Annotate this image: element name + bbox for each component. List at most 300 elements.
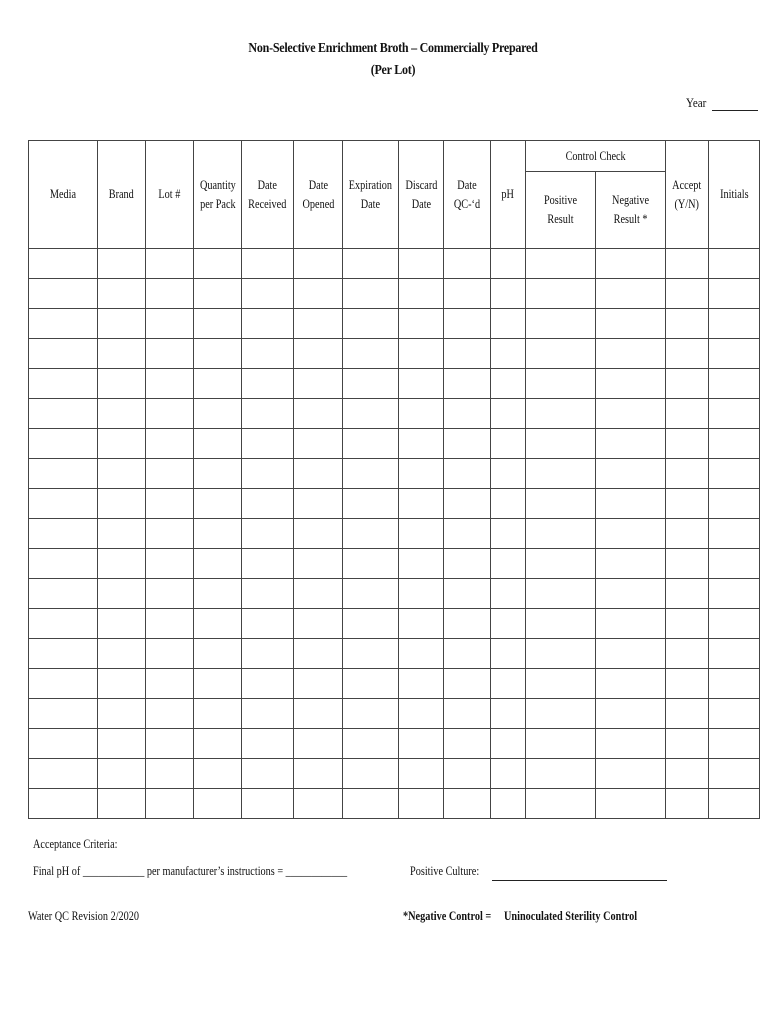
table-cell[interactable] [666,519,709,549]
table-cell[interactable] [29,789,98,819]
table-cell[interactable] [343,699,399,729]
table-cell[interactable] [709,339,760,369]
table-cell[interactable] [666,759,709,789]
table-cell[interactable] [399,459,444,489]
table-cell[interactable] [526,429,596,459]
table-cell[interactable] [709,609,760,639]
table-cell[interactable] [596,609,666,639]
table-cell[interactable] [666,279,709,309]
table-cell[interactable] [491,249,526,279]
table-cell[interactable] [666,609,709,639]
table-cell[interactable] [343,519,399,549]
table-cell[interactable] [294,489,343,519]
table-cell[interactable] [444,609,491,639]
table-cell[interactable] [666,789,709,819]
table-cell[interactable] [596,339,666,369]
table-cell[interactable] [596,249,666,279]
table-cell[interactable] [29,699,98,729]
year-label: Year [686,95,707,110]
table-cell[interactable] [444,759,491,789]
table-cell[interactable] [294,729,343,759]
table-cell[interactable] [146,309,194,339]
table-cell[interactable] [526,249,596,279]
table-row [29,789,760,819]
header-quantity: Quantity per Pack [194,141,242,249]
table-cell[interactable] [526,669,596,699]
table-cell[interactable] [194,369,242,399]
header-control-check: Control Check [526,141,666,172]
table-cell[interactable] [491,789,526,819]
table-cell[interactable] [709,369,760,399]
table-cell[interactable] [194,459,242,489]
table-cell[interactable] [399,549,444,579]
table-cell[interactable] [194,669,242,699]
table-row [29,489,760,519]
table-cell[interactable] [146,609,194,639]
table-cell[interactable] [709,519,760,549]
table-cell[interactable] [596,579,666,609]
table-cell[interactable] [491,639,526,669]
table-cell[interactable] [343,489,399,519]
table-cell[interactable] [242,369,294,399]
table-cell[interactable] [596,759,666,789]
table-cell[interactable] [29,729,98,759]
table-cell[interactable] [444,429,491,459]
table-cell[interactable] [596,639,666,669]
table-cell[interactable] [526,399,596,429]
header-initials: Initials [709,141,760,249]
table-cell[interactable] [98,759,146,789]
form-subtitle: (Per Lot) [370,63,416,78]
table-cell[interactable] [444,699,491,729]
table-cell[interactable] [491,399,526,429]
table-cell[interactable] [444,249,491,279]
table-row [29,279,760,309]
table-cell[interactable] [146,399,194,429]
table-cell[interactable] [98,429,146,459]
table-cell[interactable] [98,459,146,489]
table-cell[interactable] [29,669,98,699]
table-cell[interactable] [146,669,194,699]
table-cell[interactable] [666,579,709,609]
table-row [29,399,760,429]
table-cell[interactable] [146,789,194,819]
table-cell[interactable] [343,279,399,309]
table-cell[interactable] [709,729,760,759]
table-cell[interactable] [146,579,194,609]
table-cell[interactable] [666,249,709,279]
table-cell[interactable] [491,669,526,699]
table-cell[interactable] [343,399,399,429]
table-cell[interactable] [596,429,666,459]
table-cell[interactable] [343,339,399,369]
header-discard: Discard Date [399,141,444,249]
table-cell[interactable] [596,369,666,399]
table-cell[interactable] [491,519,526,549]
table-cell[interactable] [399,669,444,699]
table-cell[interactable] [444,279,491,309]
table-row [29,549,760,579]
table-cell[interactable] [526,489,596,519]
table-cell[interactable] [596,309,666,339]
table-cell[interactable] [709,669,760,699]
table-cell[interactable] [146,429,194,459]
table-cell[interactable] [146,369,194,399]
table-cell[interactable] [596,669,666,699]
table-cell[interactable] [194,399,242,429]
table-cell[interactable] [98,669,146,699]
table-cell[interactable] [491,759,526,789]
header-expiration: Expiration Date [343,141,399,249]
acceptance-criteria-label: Acceptance Criteria: [33,837,118,851]
table-cell[interactable] [444,309,491,339]
table-cell[interactable] [29,399,98,429]
table-cell[interactable] [399,579,444,609]
table-cell[interactable] [194,699,242,729]
table-cell[interactable] [29,489,98,519]
table-cell[interactable] [526,639,596,669]
table-cell[interactable] [194,609,242,639]
table-cell[interactable] [242,249,294,279]
table-cell[interactable] [526,279,596,309]
table-cell[interactable] [709,249,760,279]
table-cell[interactable] [242,429,294,459]
table-row [29,369,760,399]
table-cell[interactable] [666,489,709,519]
table-cell[interactable] [146,519,194,549]
final-ph-criteria: Final pH of ____________ per manufacturer’s instructions = ____________ [33,864,348,878]
table-cell[interactable] [294,429,343,459]
table-cell[interactable] [294,399,343,429]
table-cell[interactable] [444,339,491,369]
table-cell[interactable] [399,789,444,819]
table-cell[interactable] [596,489,666,519]
table-row [29,729,760,759]
table-cell[interactable] [444,459,491,489]
table-cell[interactable] [709,279,760,309]
table-cell[interactable] [98,789,146,819]
table-cell[interactable] [146,729,194,759]
table-cell[interactable] [194,309,242,339]
table-cell[interactable] [146,639,194,669]
table-cell[interactable] [294,279,343,309]
table-cell[interactable] [526,729,596,759]
table-cell[interactable] [146,279,194,309]
table-cell[interactable] [491,729,526,759]
table-cell[interactable] [526,549,596,579]
table-cell[interactable] [242,579,294,609]
table-cell[interactable] [444,399,491,429]
table-cell[interactable] [666,309,709,339]
table-cell[interactable] [146,549,194,579]
table-cell[interactable] [666,339,709,369]
table-cell[interactable] [242,459,294,489]
table-cell[interactable] [491,309,526,339]
table-cell[interactable] [444,519,491,549]
table-cell[interactable] [399,339,444,369]
table-cell[interactable] [98,579,146,609]
table-cell[interactable] [29,639,98,669]
table-cell[interactable] [444,729,491,759]
table-cell[interactable] [399,369,444,399]
table-cell[interactable] [343,729,399,759]
table-cell[interactable] [194,579,242,609]
table-cell[interactable] [444,489,491,519]
table-cell[interactable] [146,459,194,489]
table-cell[interactable] [194,789,242,819]
table-row [29,519,760,549]
table-cell[interactable] [146,339,194,369]
table-cell[interactable] [242,759,294,789]
table-cell[interactable] [709,579,760,609]
header-lot: Lot # [146,141,194,249]
table-cell[interactable] [444,789,491,819]
table-cell[interactable] [98,249,146,279]
table-cell[interactable] [343,639,399,669]
table-cell[interactable] [343,459,399,489]
header-accept: Accept (Y/N) [666,141,709,249]
table-cell[interactable] [98,399,146,429]
table-cell[interactable] [399,639,444,669]
year-input-line[interactable] [712,110,758,111]
table-cell[interactable] [98,639,146,669]
table-cell[interactable] [146,489,194,519]
table-cell[interactable] [242,309,294,339]
table-cell[interactable] [242,639,294,669]
table-cell[interactable] [526,759,596,789]
table-cell[interactable] [343,309,399,339]
table-cell[interactable] [709,639,760,669]
table-cell[interactable] [242,609,294,639]
table-cell[interactable] [491,369,526,399]
table-cell[interactable] [294,369,343,399]
table-cell[interactable] [666,459,709,489]
table-cell[interactable] [98,339,146,369]
table-cell[interactable] [343,789,399,819]
positive-culture-input-line[interactable] [492,880,667,881]
table-cell[interactable] [343,669,399,699]
table-cell[interactable] [343,249,399,279]
table-cell[interactable] [399,399,444,429]
form-title: Non-Selective Enrichment Broth – Commercially Prepared [248,41,538,56]
table-cell[interactable] [29,429,98,459]
table-cell[interactable] [444,639,491,669]
table-cell[interactable] [596,399,666,429]
table-cell[interactable] [194,549,242,579]
table-cell[interactable] [491,339,526,369]
table-cell[interactable] [596,519,666,549]
table-cell[interactable] [596,279,666,309]
table-cell[interactable] [596,549,666,579]
table-cell[interactable] [399,429,444,459]
table-cell[interactable] [709,489,760,519]
table-cell[interactable] [666,669,709,699]
table-cell[interactable] [294,609,343,639]
table-cell[interactable] [526,789,596,819]
table-cell[interactable] [596,459,666,489]
positive-culture-label: Positive Culture: [410,864,480,878]
table-cell[interactable] [709,699,760,729]
table-row [29,249,760,279]
table-cell[interactable] [526,519,596,549]
table-cell[interactable] [399,519,444,549]
table-cell[interactable] [98,609,146,639]
table-cell[interactable] [98,369,146,399]
table-cell[interactable] [526,609,596,639]
table-cell[interactable] [98,699,146,729]
table-cell[interactable] [242,399,294,429]
table-cell[interactable] [242,669,294,699]
table-cell[interactable] [242,279,294,309]
table-cell[interactable] [444,669,491,699]
table-cell[interactable] [596,789,666,819]
table-cell[interactable] [294,789,343,819]
table-cell[interactable] [444,369,491,399]
table-cell[interactable] [709,399,760,429]
table-cell[interactable] [194,249,242,279]
table-cell[interactable] [526,339,596,369]
table-row [29,609,760,639]
table-cell[interactable] [491,549,526,579]
table-cell[interactable] [709,789,760,819]
table-cell[interactable] [399,729,444,759]
table-cell[interactable] [294,519,343,549]
table-cell[interactable] [242,699,294,729]
table-cell[interactable] [596,729,666,759]
table-cell[interactable] [194,279,242,309]
table-cell[interactable] [242,729,294,759]
negative-control-note: *Negative Control = Uninoculated Sterility Control [403,909,638,923]
table-cell[interactable] [444,549,491,579]
table-cell[interactable] [491,579,526,609]
table-cell[interactable] [526,369,596,399]
table-cell[interactable] [399,759,444,789]
table-cell[interactable] [98,489,146,519]
table-cell[interactable] [596,699,666,729]
table-cell[interactable] [98,549,146,579]
table-cell[interactable] [29,339,98,369]
table-cell[interactable] [242,519,294,549]
table-cell[interactable] [709,459,760,489]
header-date-opened: Date Opened [294,141,343,249]
table-cell[interactable] [343,429,399,459]
table-cell[interactable] [29,609,98,639]
table-cell[interactable] [709,759,760,789]
table-cell[interactable] [98,729,146,759]
header-positive-result: Positive Result [526,172,596,249]
table-cell[interactable] [294,339,343,369]
table-cell[interactable] [29,369,98,399]
table-cell[interactable] [194,339,242,369]
table-cell[interactable] [194,489,242,519]
table-cell[interactable] [294,579,343,609]
table-cell[interactable] [29,309,98,339]
table-cell[interactable] [343,759,399,789]
table-cell[interactable] [709,549,760,579]
header-brand: Brand [98,141,146,249]
table-cell[interactable] [399,489,444,519]
table-cell[interactable] [666,429,709,459]
header-date-received: Date Received [242,141,294,249]
table-cell[interactable] [491,459,526,489]
table-cell[interactable] [343,369,399,399]
table-row [29,459,760,489]
table-cell[interactable] [294,639,343,669]
table-cell[interactable] [194,729,242,759]
table-cell[interactable] [343,609,399,639]
table-cell[interactable] [242,789,294,819]
table-cell[interactable] [399,699,444,729]
table-cell[interactable] [294,249,343,279]
table-cell[interactable] [343,579,399,609]
table-cell[interactable] [666,639,709,669]
table-cell[interactable] [146,759,194,789]
table-cell[interactable] [29,759,98,789]
table-cell[interactable] [666,399,709,429]
table-cell[interactable] [294,669,343,699]
table-cell[interactable] [666,699,709,729]
table-cell[interactable] [399,609,444,639]
table-cell[interactable] [526,309,596,339]
table-cell[interactable] [146,699,194,729]
table-cell[interactable] [294,699,343,729]
table-cell[interactable] [242,489,294,519]
table-cell[interactable] [526,459,596,489]
table-cell[interactable] [666,369,709,399]
table-row [29,759,760,789]
table-cell[interactable] [399,309,444,339]
table-cell[interactable] [526,579,596,609]
table-cell[interactable] [343,549,399,579]
table-cell[interactable] [294,309,343,339]
table-cell[interactable] [29,279,98,309]
table-cell[interactable] [399,279,444,309]
table-cell[interactable] [146,249,194,279]
table-cell[interactable] [294,759,343,789]
table-cell[interactable] [399,249,444,279]
table-cell[interactable] [194,639,242,669]
table-cell[interactable] [491,279,526,309]
table-cell[interactable] [242,549,294,579]
table-cell[interactable] [709,429,760,459]
table-cell[interactable] [194,429,242,459]
table-cell[interactable] [194,759,242,789]
table-cell[interactable] [491,609,526,639]
table-cell[interactable] [98,309,146,339]
table-cell[interactable] [491,489,526,519]
table-row [29,309,760,339]
table-cell[interactable] [666,729,709,759]
table-cell[interactable] [666,549,709,579]
table-cell[interactable] [526,699,596,729]
table-cell[interactable] [98,279,146,309]
table-cell[interactable] [294,549,343,579]
table-cell[interactable] [29,249,98,279]
table-cell[interactable] [242,339,294,369]
table-cell[interactable] [491,699,526,729]
table-cell[interactable] [444,579,491,609]
table-cell[interactable] [98,519,146,549]
table-cell[interactable] [294,459,343,489]
table-cell[interactable] [29,549,98,579]
table-cell[interactable] [29,459,98,489]
table-row [29,429,760,459]
table-cell[interactable] [709,309,760,339]
table-cell[interactable] [491,429,526,459]
table-cell[interactable] [29,519,98,549]
table-cell[interactable] [29,579,98,609]
table-cell[interactable] [194,519,242,549]
